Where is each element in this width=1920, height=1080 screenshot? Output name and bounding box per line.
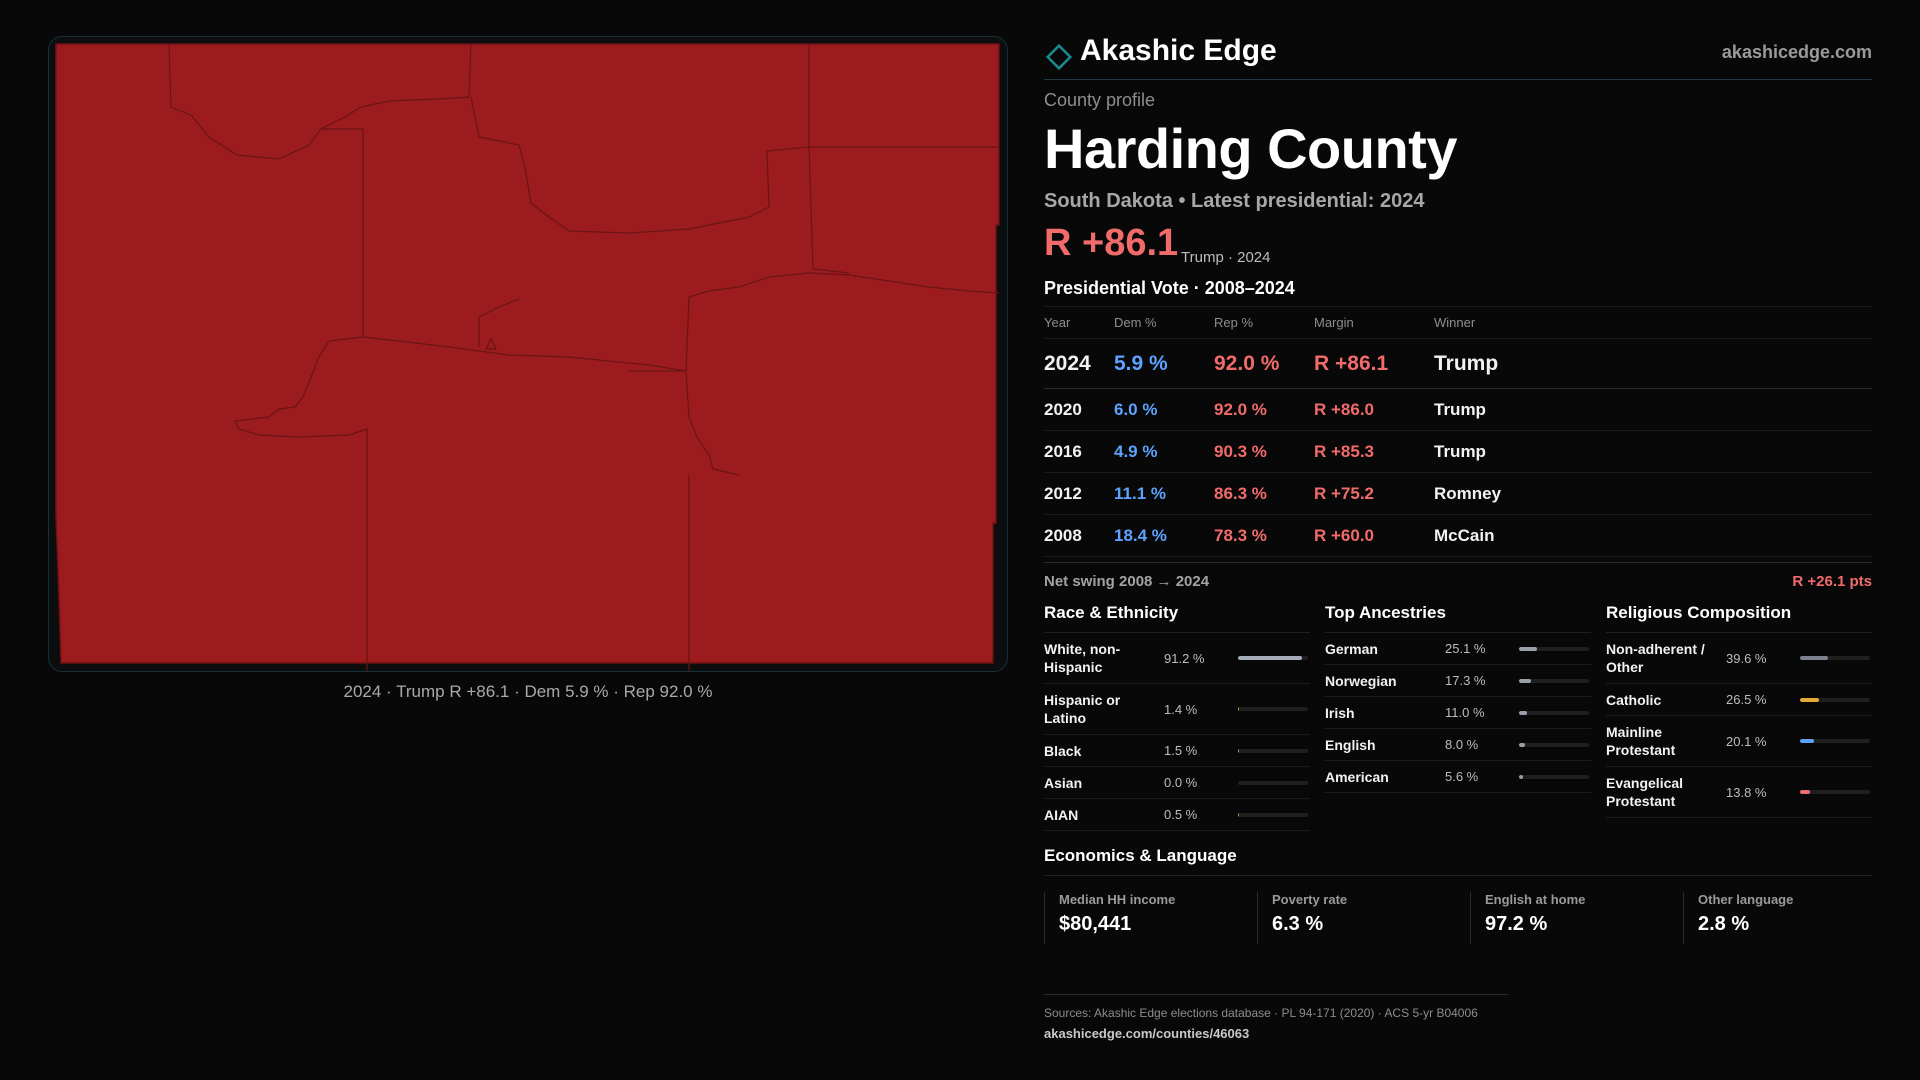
stat-label: Poverty rate (1272, 892, 1348, 907)
race-value: 1.5 % (1164, 743, 1198, 758)
divider (1044, 562, 1872, 563)
ancestry-bar-fill (1519, 775, 1523, 779)
table-row (1044, 473, 1872, 515)
ancestry-value: 11.0 % (1445, 705, 1485, 720)
cell-year: 2012 (1044, 473, 1114, 515)
cell-dem: 5.9 % (1114, 339, 1214, 389)
cell-winner: Romney (1434, 473, 1872, 515)
ancestry-label: Irish (1325, 704, 1355, 721)
cell-dem: 4.9 % (1114, 431, 1214, 473)
race-value: 1.4 % (1164, 701, 1198, 717)
ancestries-section (1325, 603, 1591, 793)
stat-value: 97.2 % (1485, 913, 1548, 935)
headline-note: Trump · 2024 (1181, 249, 1271, 266)
stat-value: $80,441 (1059, 913, 1132, 935)
cell-rep: 92.0 % (1214, 389, 1314, 431)
cell-rep: 92.0 % (1214, 339, 1314, 389)
list-item (1606, 767, 1872, 818)
ancestry-bar (1519, 679, 1589, 683)
cell-winner: Trump (1434, 389, 1872, 431)
ancestry-label: German (1325, 640, 1378, 657)
ancestry-bar (1519, 775, 1589, 779)
brand-url-link[interactable]: akashicedge.com (1721, 42, 1872, 62)
col-header-rep: Rep % (1214, 307, 1314, 339)
religion-bar-fill (1800, 739, 1814, 743)
cell-dem: 6.0 % (1114, 389, 1214, 431)
race-label: Black (1044, 742, 1082, 759)
cell-margin: R +86.0 (1314, 389, 1434, 431)
ancestry-bar (1519, 743, 1589, 747)
cell-margin: R +60.0 (1314, 515, 1434, 557)
table-row (1044, 389, 1872, 431)
cell-winner: McCain (1434, 515, 1872, 557)
race-label: Asian (1044, 774, 1083, 791)
list-item (1044, 767, 1310, 799)
col-header-winner: Winner (1434, 307, 1872, 339)
race-value: 0.5 % (1164, 807, 1198, 822)
divider (1044, 994, 1508, 995)
list-item (1606, 684, 1872, 716)
religion-bar-fill (1800, 698, 1819, 702)
race-bar-fill (1238, 813, 1239, 817)
race-label: Hispanic or Latino (1044, 692, 1121, 726)
religion-bar (1800, 698, 1870, 702)
ancestries-title: Top Ancestries (1325, 603, 1591, 633)
stat-english-at-home (1470, 892, 1683, 944)
stat-median-income (1044, 892, 1257, 944)
religion-label: Non-adherent / Other (1606, 641, 1705, 675)
religion-value: 39.6 % (1726, 650, 1767, 666)
county-shape[interactable] (56, 44, 999, 663)
county-subtitle: South Dakota • Latest presidential: 2024 (1044, 190, 1425, 212)
race-bar (1238, 656, 1308, 660)
ancestry-value: 17.3 % (1445, 673, 1486, 688)
table-row (1044, 431, 1872, 473)
race-bar-fill (1238, 707, 1239, 711)
cell-margin: R +75.2 (1314, 473, 1434, 515)
religion-title: Religious Composition (1606, 603, 1872, 633)
race-label: White, non-Hispanic (1044, 641, 1121, 675)
table-row (1044, 339, 1872, 389)
race-label: AIAN (1044, 806, 1079, 823)
race-ethnicity-section (1044, 603, 1310, 831)
cell-winner: Trump (1434, 339, 1872, 389)
stat-label: English at home (1485, 892, 1586, 907)
net-swing-label: Net swing 2008 → 2024 (1044, 573, 1210, 590)
table-header-row (1044, 307, 1872, 339)
source-url-link[interactable]: akashicedge.com/counties/46063 (1044, 1026, 1250, 1041)
ancestry-bar (1519, 711, 1589, 715)
map-caption: 2024 · Trump R +86.1 · Dem 5.9 % · Rep 92.0 % (343, 682, 713, 701)
cell-dem: 11.1 % (1114, 473, 1214, 515)
sources-text: Sources: Akashic Edge elections database · PL 94-171 (2020) · ACS 5-yr B04006 (1044, 1006, 1478, 1020)
ancestry-bar-fill (1519, 679, 1531, 683)
stat-value: 2.8 % (1698, 913, 1750, 935)
list-item (1325, 697, 1591, 729)
brand-header (1044, 30, 1872, 80)
religion-value: 20.1 % (1726, 733, 1767, 749)
religion-value: 26.5 % (1726, 692, 1767, 707)
ancestry-bar-fill (1519, 647, 1537, 651)
cell-year: 2020 (1044, 389, 1114, 431)
list-item (1325, 633, 1591, 665)
col-header-dem: Dem % (1114, 307, 1214, 339)
religion-section (1606, 603, 1872, 818)
ancestry-value: 8.0 % (1445, 737, 1479, 752)
race-ethnicity-title: Race & Ethnicity (1044, 603, 1310, 633)
ancestry-label: English (1325, 736, 1376, 753)
ancestry-value: 25.1 % (1445, 641, 1486, 656)
ancestry-bar-fill (1519, 743, 1525, 747)
cell-rep: 78.3 % (1214, 515, 1314, 557)
stat-other-language (1683, 892, 1896, 944)
stat-label: Other language (1698, 892, 1794, 907)
economics-title: Economics & Language (1044, 846, 1872, 876)
net-swing-value: R +26.1 pts (1792, 573, 1872, 590)
race-bar-fill (1238, 749, 1239, 753)
race-value: 0.0 % (1164, 775, 1198, 790)
list-item (1044, 735, 1310, 767)
ancestry-label: American (1325, 768, 1389, 785)
cell-margin: R +85.3 (1314, 431, 1434, 473)
page-title: Harding County (1044, 117, 1457, 180)
diamond-logo-icon (1044, 42, 1074, 72)
col-header-margin: Margin (1314, 307, 1434, 339)
presidential-vote-table (1044, 306, 1872, 557)
list-item (1044, 633, 1310, 684)
religion-bar-fill (1800, 790, 1810, 794)
cell-year: 2008 (1044, 515, 1114, 557)
religion-bar (1800, 739, 1870, 743)
race-bar-fill (1238, 656, 1302, 660)
profile-eyebrow: County profile (1044, 90, 1156, 110)
county-map-svg (49, 37, 1008, 672)
race-bar (1238, 813, 1308, 817)
cell-rep: 86.3 % (1214, 473, 1314, 515)
religion-bar-fill (1800, 656, 1828, 660)
race-bar (1238, 781, 1308, 785)
ancestry-value: 5.6 % (1445, 769, 1479, 784)
ancestry-bar (1519, 647, 1589, 651)
brand-name: Akashic Edge (1080, 34, 1277, 67)
cell-dem: 18.4 % (1114, 515, 1214, 557)
list-item (1044, 799, 1310, 831)
list-item (1606, 633, 1872, 684)
county-profile-panel (1044, 0, 1872, 1080)
race-bar (1238, 749, 1308, 753)
religion-label: Catholic (1606, 691, 1662, 708)
list-item (1606, 716, 1872, 767)
cell-rep: 90.3 % (1214, 431, 1314, 473)
religion-label: Mainline Protestant (1606, 724, 1676, 758)
race-value: 91.2 % (1164, 650, 1205, 666)
presidential-vote-title: Presidential Vote · 2008–2024 (1044, 278, 1295, 298)
religion-bar (1800, 656, 1870, 660)
list-item (1325, 729, 1591, 761)
religion-bar (1800, 790, 1870, 794)
cell-year: 2024 (1044, 339, 1114, 389)
religion-label: Evangelical Protestant (1606, 775, 1684, 809)
cell-margin: R +86.1 (1314, 339, 1434, 389)
race-bar (1238, 707, 1308, 711)
table-row (1044, 515, 1872, 557)
stat-value: 6.3 % (1272, 913, 1324, 935)
cell-year: 2016 (1044, 431, 1114, 473)
col-header-year: Year (1044, 307, 1114, 339)
list-item (1325, 761, 1591, 793)
stat-label: Median HH income (1059, 892, 1176, 907)
headline-margin: R +86.1 (1044, 222, 1179, 264)
ancestry-bar-fill (1519, 711, 1527, 715)
county-map[interactable] (48, 36, 1008, 672)
list-item (1044, 684, 1310, 735)
list-item (1325, 665, 1591, 697)
ancestry-label: Norwegian (1325, 672, 1397, 689)
stat-poverty-rate (1257, 892, 1470, 944)
cell-winner: Trump (1434, 431, 1872, 473)
religion-value: 13.8 % (1726, 784, 1767, 800)
